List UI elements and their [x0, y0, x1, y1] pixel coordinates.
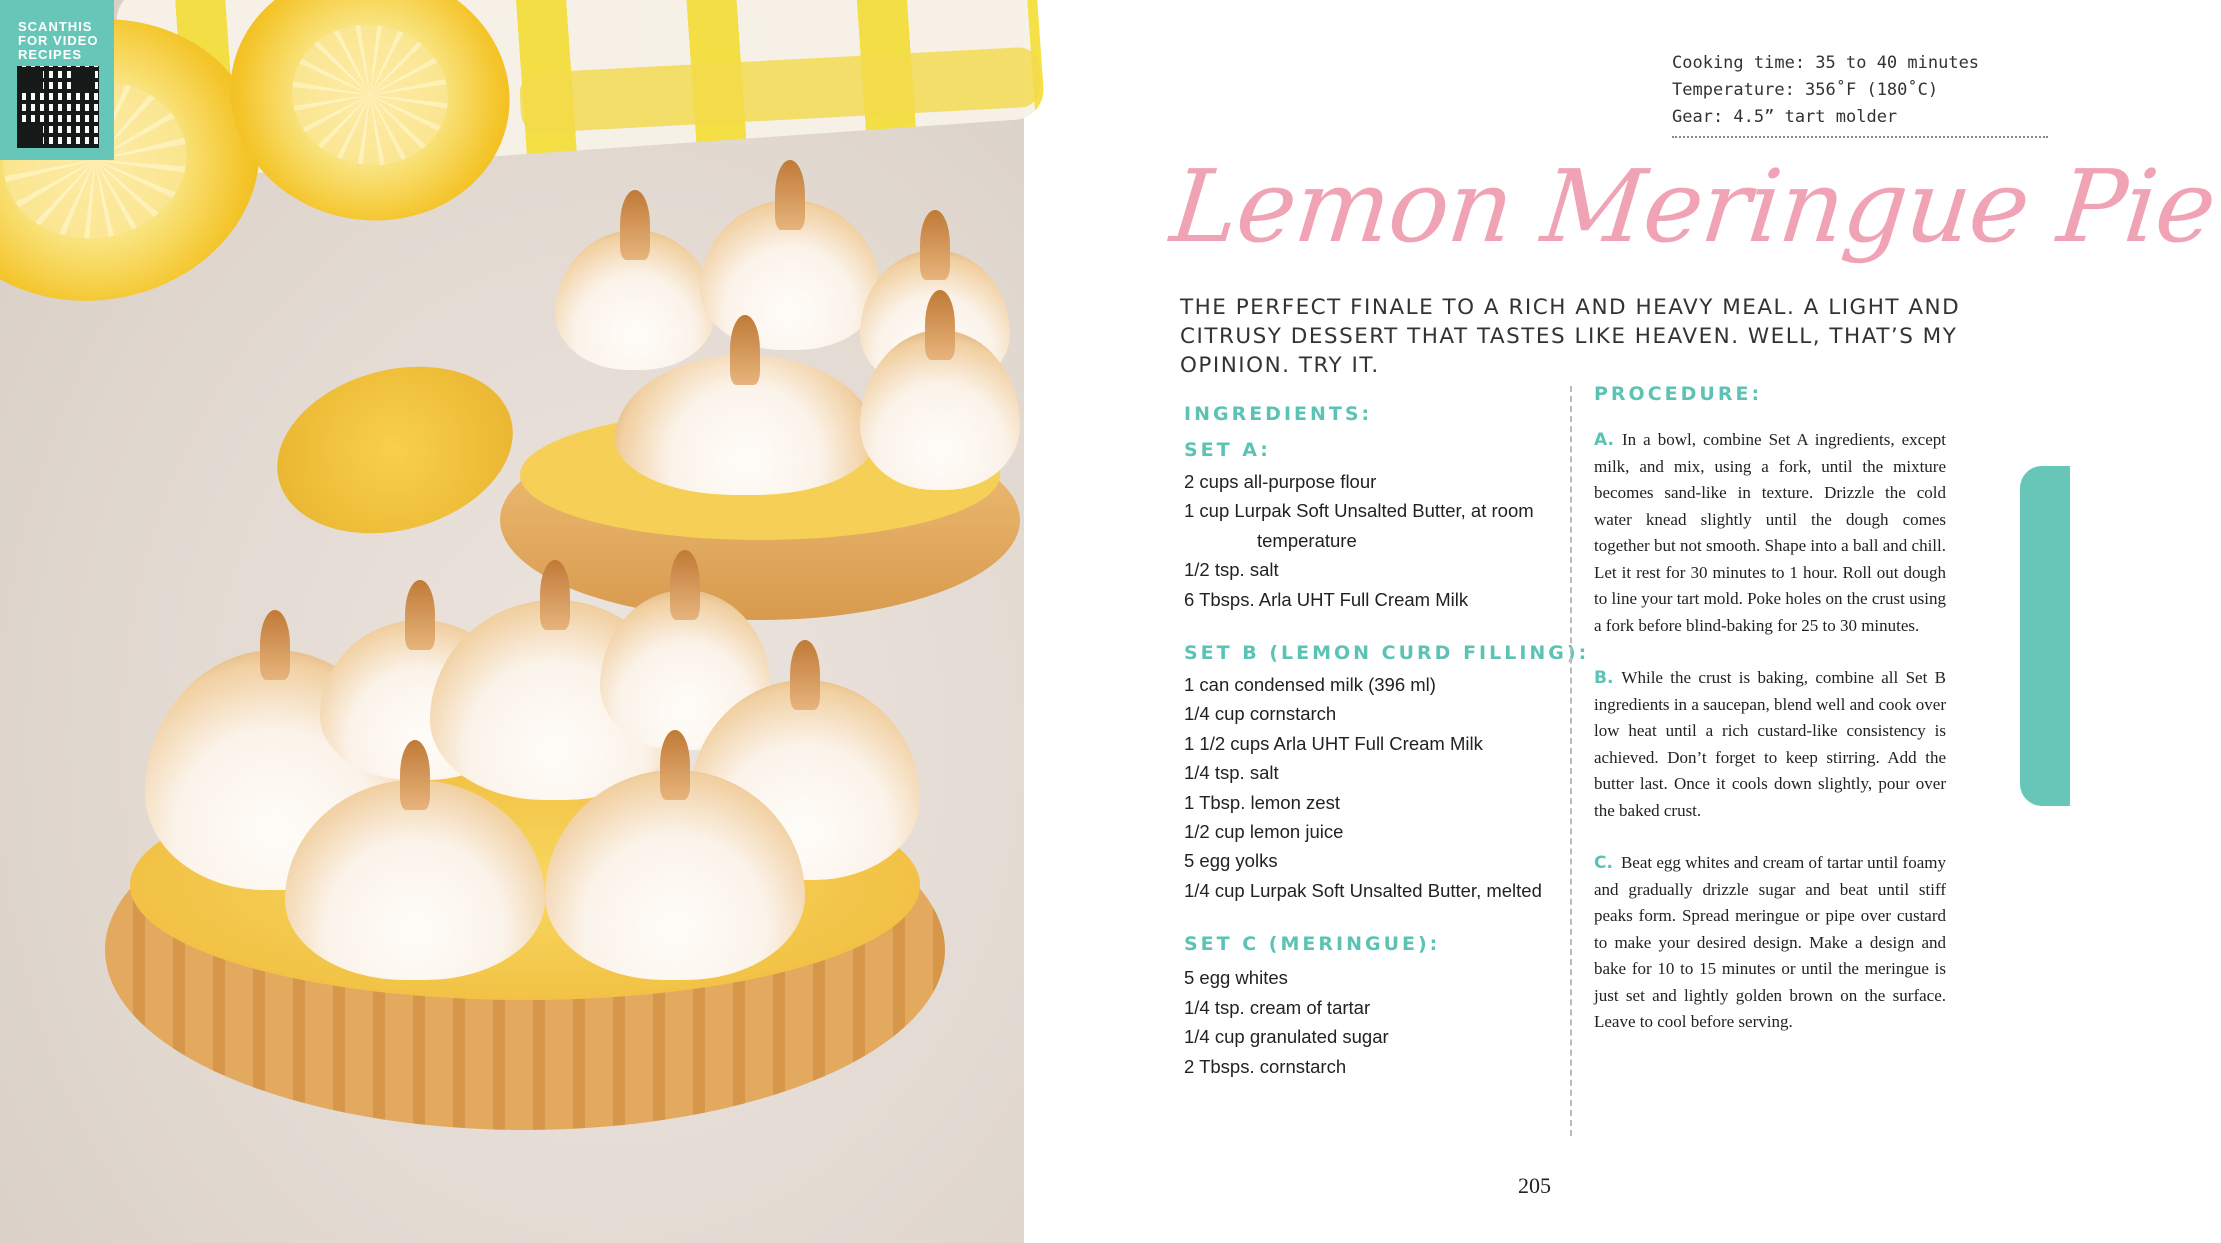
lemon-half-right — [210, 0, 529, 242]
list-item: 1/4 cup cornstarch — [1184, 703, 1337, 725]
procedure-section — [1594, 383, 1946, 1036]
qr-badge[interactable] — [0, 0, 114, 160]
set-a-heading: SET A: — [1184, 439, 1271, 461]
list-item: 1 1/2 cups Arla UHT Full Cream Milk — [1184, 732, 1483, 754]
column-divider — [1570, 386, 1572, 1136]
list-item: 1 cup Lurpak Soft Unsalted Butter, at room temperature — [1184, 500, 1534, 551]
lemon-meringue-photo — [0, 0, 1024, 1243]
step-letter: C. — [1594, 853, 1613, 873]
gear: Gear: 4.5” tart molder — [1672, 107, 1898, 127]
page-number: 205 — [1518, 1173, 1551, 1198]
list-item: 2 cups all-purpose flour — [1184, 471, 1377, 492]
cooking-time: Cooking time: 35 to 40 minutes — [1672, 53, 1980, 73]
meringue-peak — [700, 200, 880, 350]
list-item: 1/4 cup Lurpak Soft Unsalted Butter, melted — [1184, 879, 1542, 901]
list-item: 1/2 tsp. salt — [1184, 559, 1279, 581]
list-item: 1/4 cup granulated sugar — [1184, 1026, 1389, 1048]
list-item: 1 can condensed milk (396 ml) — [1184, 674, 1436, 696]
meringue-peak — [555, 230, 715, 370]
recipe-title: Lemon Meringue Pie — [1165, 148, 2221, 265]
chapter-tab — [2020, 466, 2070, 806]
step-text: In a bowl, combine Set A ingredients, except milk, and mix, using a fork, until the mixture becomes sand-like in texture. Drizzle the cold water knead slightly until the dough comes together but not smooth. Shape into a ball and chill. Let it rest for 30 minutes to 1 hour. Roll out dough to line your tart mold. Poke holes on the crust using a fork before blind-baking for 25 to 30 minutes. — [1594, 430, 1946, 635]
meringue-peak — [615, 355, 875, 495]
list-item: 1/4 tsp. salt — [1184, 762, 1279, 784]
procedure-step-b — [1594, 665, 1946, 824]
tart-piece — [258, 342, 531, 559]
list-item: 1/4 tsp. cream of tartar — [1184, 996, 1371, 1018]
set-a-list — [1184, 467, 1564, 614]
list-item: 1/2 cup lemon juice — [1184, 821, 1344, 843]
set-c-heading: SET C (MERINGUE): — [1184, 933, 1441, 956]
set-c-list — [1184, 963, 1564, 1081]
qr-code-icon[interactable] — [17, 66, 99, 148]
list-item: 2 Tbsps. cornstarch — [1184, 1055, 1347, 1077]
set-b-heading: SET B (LEMON CURD FILLING): — [1184, 642, 1590, 665]
qr-label: SCANTHIS FOR VIDEO RECIPES — [18, 19, 99, 62]
procedure-step-a — [1594, 427, 1946, 639]
recipe-meta — [1672, 50, 2012, 131]
list-item: 1 Tbsp. lemon zest — [1184, 791, 1340, 813]
step-letter: B. — [1594, 668, 1614, 688]
step-letter: A. — [1594, 430, 1614, 450]
procedure-step-c — [1594, 850, 1946, 1036]
list-item: 6 Tbsps. Arla UHT Full Cream Milk — [1184, 588, 1469, 610]
ingredients-heading: INGREDIENTS: — [1184, 403, 1373, 425]
recipe-intro: THE PERFECT FINALE TO A RICH AND HEAVY MEAL. A LIGHT AND CITRUSY DESSERT THAT TASTES LIKE HEAVEN. WELL, THAT’S MY OPINION. TRY IT. — [1180, 295, 1961, 378]
step-text: While the crust is baking, combine all Set B ingredients in a saucepan, blend well and cook over low heat until a rich custard-like consistency is achieved. Don’t forget to keep stirring. Add the butter last. Once it cools down slightly, pour over the baked crust. — [1594, 668, 1946, 820]
meta-divider — [1672, 136, 2048, 138]
list-item: 5 egg yolks — [1184, 850, 1278, 872]
list-item: 5 egg whites — [1184, 967, 1288, 989]
temperature: Temperature: 356˚F (180˚C) — [1672, 80, 1939, 100]
procedure-heading: PROCEDURE: — [1594, 383, 1763, 405]
ingredients-section — [1184, 403, 1590, 1081]
set-b-list — [1184, 670, 1564, 905]
step-text: Beat egg whites and cream of tartar until foamy and gradually drizzle sugar and beat until stiff peaks form. Spread meringue or pipe over custard to make your desired design. Make a design and bake for 10 to 15 minutes or until the meringue is just set and lightly golden brown on the surface. Leave to cool before serving. — [1594, 853, 1946, 1031]
